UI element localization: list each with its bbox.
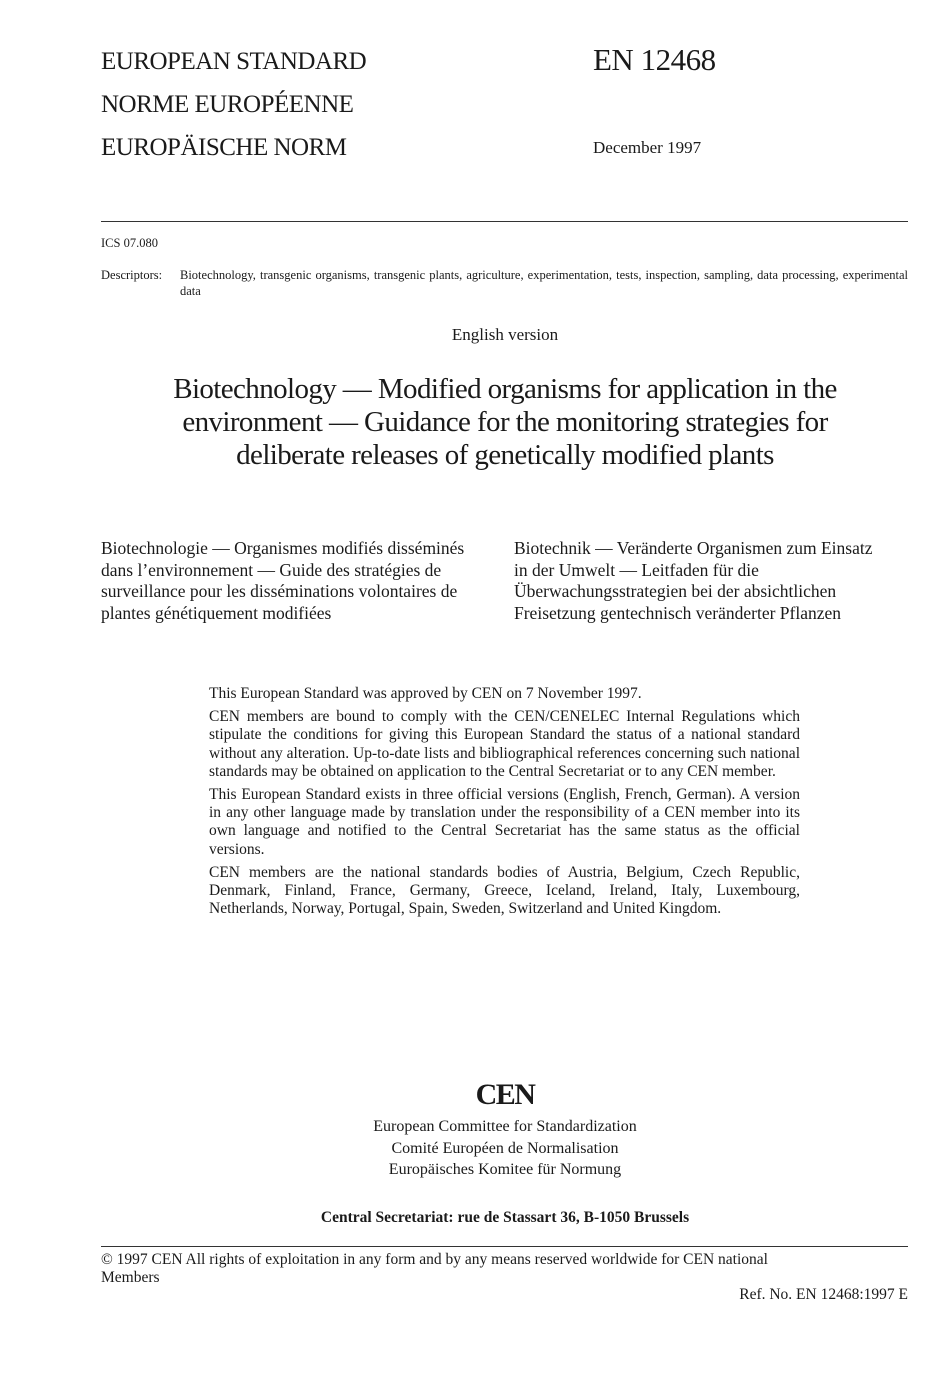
top-divider xyxy=(101,221,908,222)
german-title-line: in der Umwelt — Leitfaden für die xyxy=(514,559,759,580)
copyright-line: © 1997 CEN All rights of exploitation in any form and by any means reserved worldwide for CEN national xyxy=(101,1251,768,1268)
french-title-line: plantes génétiquement modifiées xyxy=(101,602,332,623)
german-title-line: Biotechnik — Veränderte Organismen zum Einsatz xyxy=(514,538,873,558)
german-title-line: Überwachungsstrategien bei der absichtlichen xyxy=(514,581,837,601)
title-line-3: deliberate releases of genetically modified plants xyxy=(236,439,774,471)
footer-divider xyxy=(101,1246,908,1247)
central-secretariat: Central Secretariat: rue de Stassart 36, B-1050 Brussels xyxy=(320,1209,690,1226)
title-line-2: environment — Guidance for the monitoring strategies for xyxy=(182,406,828,438)
document-title xyxy=(100,373,910,472)
title-line-1: Biotechnology — Modified organisms for application in the xyxy=(173,373,837,405)
descriptors xyxy=(101,267,908,299)
version-label: English version xyxy=(451,325,559,344)
approval-paragraph: This European Standard was approved by CEN on 7 November 1997. xyxy=(209,685,642,702)
copyright-notice xyxy=(101,1251,891,1287)
standard-number: EN 12468 xyxy=(593,42,716,77)
french-title xyxy=(101,538,501,624)
committee-name-de: Europäisches Komitee für Normung xyxy=(388,1161,622,1178)
french-title-line: dans l’environnement — Guide des stratégies de xyxy=(101,559,442,580)
members-paragraph: CEN members are the national standards bodies of Austria, Belgium, Czech Republic, Denmark, Finland, France, Germany, Greece, Iceland, Ireland, Italy, Luxembourg, Netherlands, Norway, Portugal, Spain, Sweden, Switzerland and United Kingdom. xyxy=(209,863,800,918)
committee-name-fr: Comité Européen de Normalisation xyxy=(391,1139,619,1157)
approval-notice xyxy=(209,685,800,923)
committee-name-en: European Committee for Standardization xyxy=(373,1118,637,1135)
publication-date: December 1997 xyxy=(593,138,702,157)
ics-code: ICS 07.080 xyxy=(101,236,158,250)
german-title-line: Freisetzung gentechnisch veränderter Pflanzen xyxy=(514,602,842,623)
descriptors-text: Biotechnology, transgenic organisms, transgenic plants, agriculture, experimentation, tests, inspection, sampling, data processing, experimental data xyxy=(180,268,908,298)
versions-paragraph: This European Standard exists in three official versions (English, French, German). A version in any other language made by translation under the responsibility of a CEN member into its own language and notified to the Central Secretariat has the same status as the official versions. xyxy=(209,786,800,858)
standard-name-de: EUROPÄISCHE NORM xyxy=(101,134,347,161)
committee-names xyxy=(0,1116,950,1181)
german-title xyxy=(514,538,914,624)
copyright-line: Members xyxy=(101,1269,160,1286)
french-title-line: surveillance pour les disséminations volontaires de xyxy=(101,581,458,601)
compliance-paragraph: CEN members are bound to comply with the CEN/CENELEC Internal Regulations which stipulate the conditions for giving this European Standard the status of a national standard without any alteration. Up-to-date lists and bibliographical references concerning such national standards may be obtained on application to the Central Secretariat or to any CEN member. xyxy=(209,708,800,780)
standard-name-en: EUROPEAN STANDARD xyxy=(101,48,367,75)
standard-name-fr: NORME EUROPÉENNE xyxy=(101,91,354,118)
descriptors-label: Descriptors: xyxy=(101,268,163,282)
french-title-line: Biotechnologie — Organismes modifiés disséminés xyxy=(101,538,465,558)
reference-number: Ref. No. EN 12468:1997 E xyxy=(739,1286,908,1303)
cen-logo: CEN xyxy=(475,1078,535,1111)
